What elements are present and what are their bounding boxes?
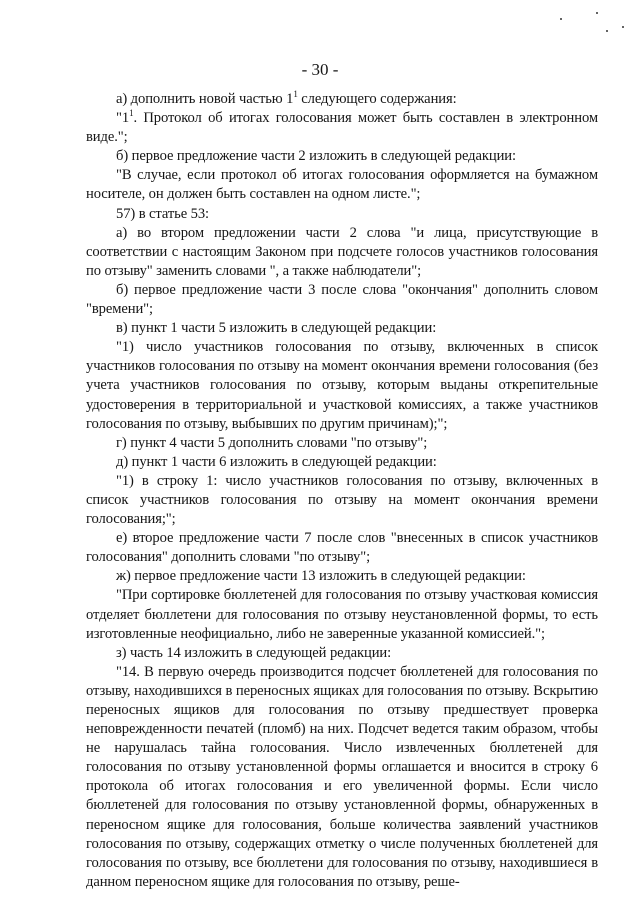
paragraph: в) пункт 1 части 5 изложить в следующей редакции: [116,320,437,337]
paragraph: ж) первое предложение части 13 изложить в следующей редакции: [116,568,526,585]
paragraph: б) первое предложение части 2 изложить в следующей редакции: [116,148,516,165]
paragraph: з) часть 14 изложить в следующей редакции: [116,644,392,661]
scan-speck [596,12,598,14]
paragraph: д) пункт 1 части 6 изложить в следующей редакции: [116,453,437,470]
paragraph: а) дополнить новой частью $1^1$ следующего содержания: [116,89,457,107]
paragraph: г) пункт 4 части 5 дополнить словами "по отзыву"; [116,434,428,451]
scan-speck [622,26,624,28]
paragraph: "$1^1$. Протокол об итогах голосования может быть составлен в электронном виде."; [86,108,598,146]
scan-speck [560,18,562,20]
document-body [86,90,598,892]
paragraph: "В случае, если протокол об итогах голосования оформляется на бумажном носителе, он должен быть составлен на одном листе."; [86,167,598,203]
paragraph: б) первое предложение части 3 после слова "окончания" дополнить словом "времени"; [86,281,598,318]
paragraph: а) во втором предложении части 2 слова "и лица, присутствующие в соответствии с настоящим Законом при подсчете голосов участников голосования по отзыву" заменить словами ", а также наблюдатели"; [86,224,598,279]
page-number: - 30 - [301,60,339,79]
paragraph: 57) в статье 53: [116,205,209,222]
paragraph: е) второе предложение части 7 после слов "внесенных в список участников голосования" дополнить словами "по отзыву"; [86,530,598,566]
superscript: 1 [129,108,134,119]
paragraph: "1) число участников голосования по отзыву, включенных в список участников голосования по отзыву на момент окончания времени голосования (без учета участников голосования по отзыву, которым выданы открепительные удостоверения в территориальной и участковой комиссиях, а также участников голосования по отзыву, выбывших по другим причинам);"; [86,339,598,432]
superscript: 1 [293,89,298,99]
paragraph: "1) в строку 1: число участников голосования по отзыву, включенных в список участников голосования по отзыву на момент окончания времени голосования;"; [86,472,598,528]
paragraph: "14. В первую очередь производится подсчет бюллетеней для голосования по отзыву, находившихся в переносных ящиках для голосования по отзыву. Вскрытию переносных ящиков для голосования по отзыву предшествует проверка неповрежденности печатей (пломб) на них. Подсчет ведется таким образом, чтобы не нарушалась тайна голосования. Число извлеченных бюллетеней для голосования по отзыву установленной формы оглашается и вносится в строку 6 протокола об итогах голосования и его увеличенной формы. Если число бюллетеней для голосования по отзыву установленной формы, обнаруженных в переносном ящике для голосования, больше количества заявлений участников голосования по отзыву, содержащих отметку о числе полученных бюллетеней для голосования по отзыву, все бюллетени для голосования по отзыву, находившиеся в данном переносном ящике для голосования по отзыву, реше- [86,663,598,890]
scan-speck [606,30,608,32]
paragraph: "При сортировке бюллетеней для голосования по отзыву участковая комиссия отделяет бюллетени для голосования по отзыву неустановленной формы, то есть изготовленные неофициально, либо не заверенные указанной комиссией."; [86,587,598,642]
